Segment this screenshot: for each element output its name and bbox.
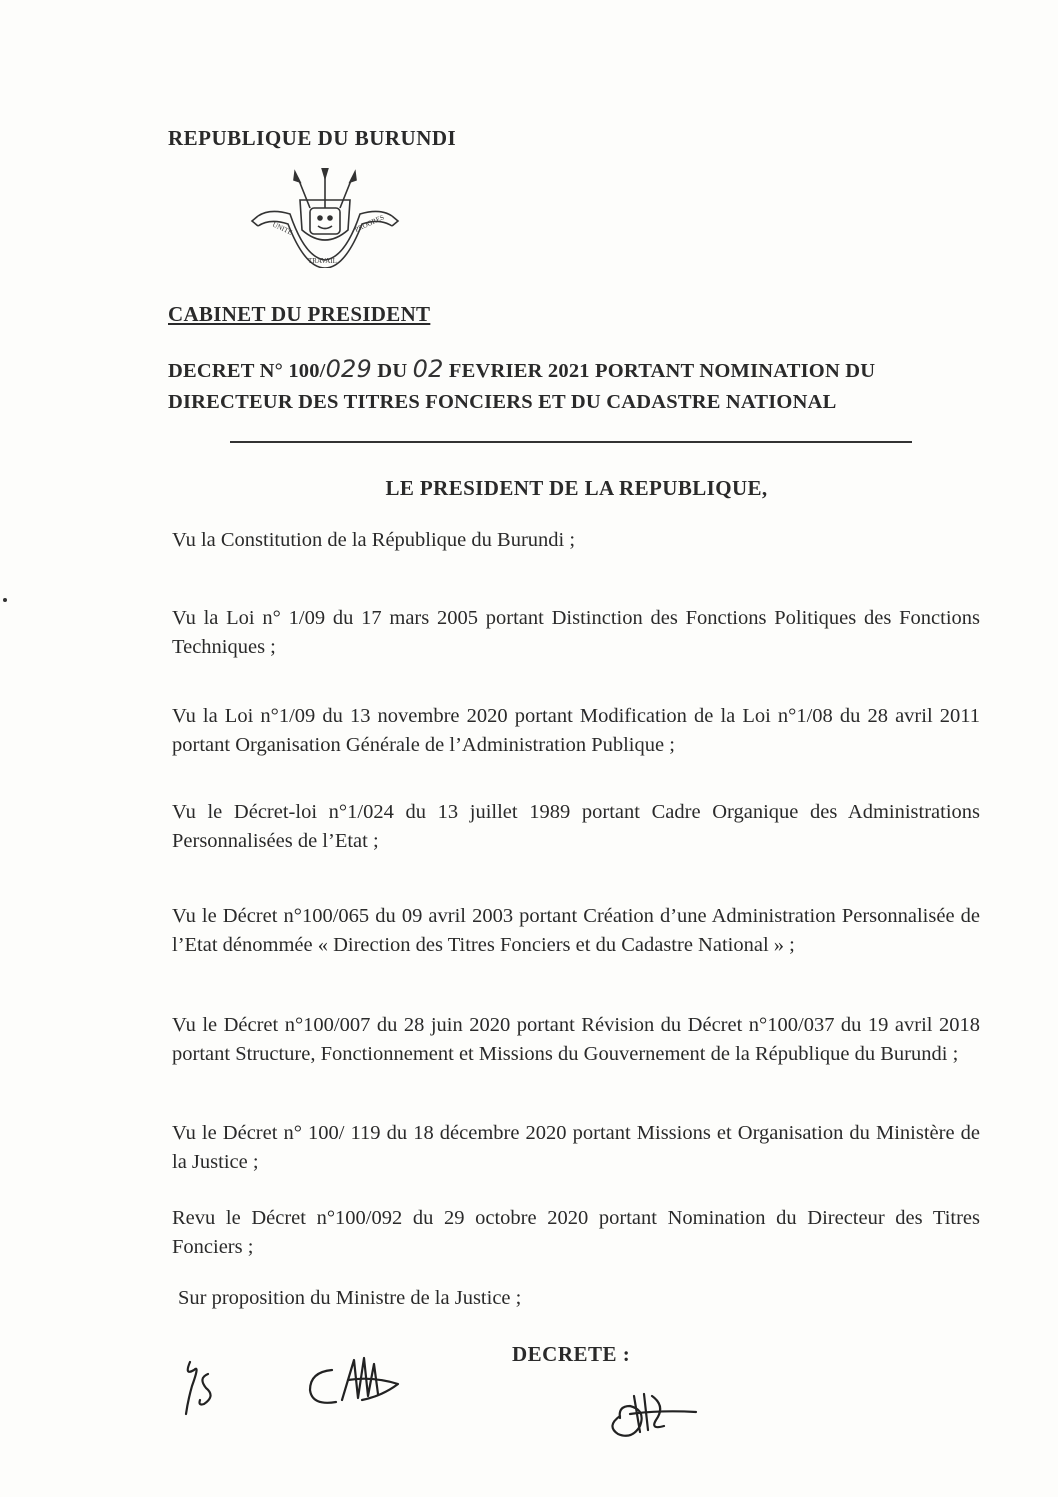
handwritten-decree-day: 02 <box>412 355 444 383</box>
coat-of-arms-emblem <box>250 168 400 268</box>
motto-progres: PROGRES <box>353 213 386 234</box>
initials-signature-1 <box>178 1356 238 1420</box>
decree-line1-rest: FEVRIER 2021 PORTANT NOMINATION DU <box>443 360 876 382</box>
paragraph-decret-2020-june: Vu le Décret n°100/007 du 28 juin 2020 portant Révision du Décret n°100/037 du 19 avril 2018 portant Structure, Fonctionnement et Missions du Gouvernement de la République du Burundi ; <box>172 1014 980 1065</box>
paragraph-constitution: Vu la Constitution de la République du Burundi ; <box>172 529 576 551</box>
paragraph-decret-2003: Vu le Décret n°100/065 du 09 avril 2003 portant Création d’une Administration Personnalisée de l’Etat dénommée « Direction des Titres Fonciers et du Cadastre National » ; <box>172 905 980 956</box>
decree-title-line-1 <box>168 354 988 387</box>
decree-prefix: DECRET N° 100/ <box>168 360 326 382</box>
decree-title <box>168 354 988 418</box>
decrete-heading: DECRETE : <box>512 1342 631 1366</box>
decree-du: DU <box>371 360 413 382</box>
decree-title-line-2: DIRECTEUR DES TITRES FONCIERS ET DU CADASTRE NATIONAL <box>168 391 837 413</box>
motto-unite: UNITE <box>271 220 294 237</box>
paragraph-loi-2020: Vu la Loi n°1/09 du 13 novembre 2020 portant Modification de la Loi n°1/08 du 28 avril 2011 portant Organisation Générale de l’Administration Publique ; <box>172 705 980 756</box>
paragraph-proposition: Sur proposition du Ministre de la Justice ; <box>178 1287 522 1309</box>
paragraph-loi-2005: Vu la Loi n° 1/09 du 17 mars 2005 portant Distinction des Fonctions Politiques des Fonctions Techniques ; <box>172 607 980 658</box>
cabinet-heading: CABINET DU PRESIDENT <box>168 302 431 326</box>
title-divider <box>230 441 912 443</box>
president-heading: LE PRESIDENT DE LA REPUBLIQUE, <box>385 476 768 500</box>
scan-speck <box>3 598 7 602</box>
initials-signature-2 <box>302 1350 402 1414</box>
paragraph-decret-loi-1989: Vu le Décret-loi n°1/024 du 13 juillet 1989 portant Cadre Organique des Administrations Personnalisées de l’Etat ; <box>172 801 980 852</box>
paragraph-revu-decret: Revu le Décret n°100/092 du 29 octobre 2020 portant Nomination du Directeur des Titres Fonciers ; <box>172 1207 980 1258</box>
country-header: REPUBLIQUE DU BURUNDI <box>168 126 457 150</box>
handwritten-decree-number: 029 <box>325 355 372 383</box>
paragraph-decret-2020-dec: Vu le Décret n° 100/ 119 du 18 décembre 2020 portant Missions et Organisation du Ministère de la Justice ; <box>172 1122 980 1173</box>
motto-travail: TRAVAIL <box>308 257 337 265</box>
initials-signature-3 <box>600 1386 700 1442</box>
